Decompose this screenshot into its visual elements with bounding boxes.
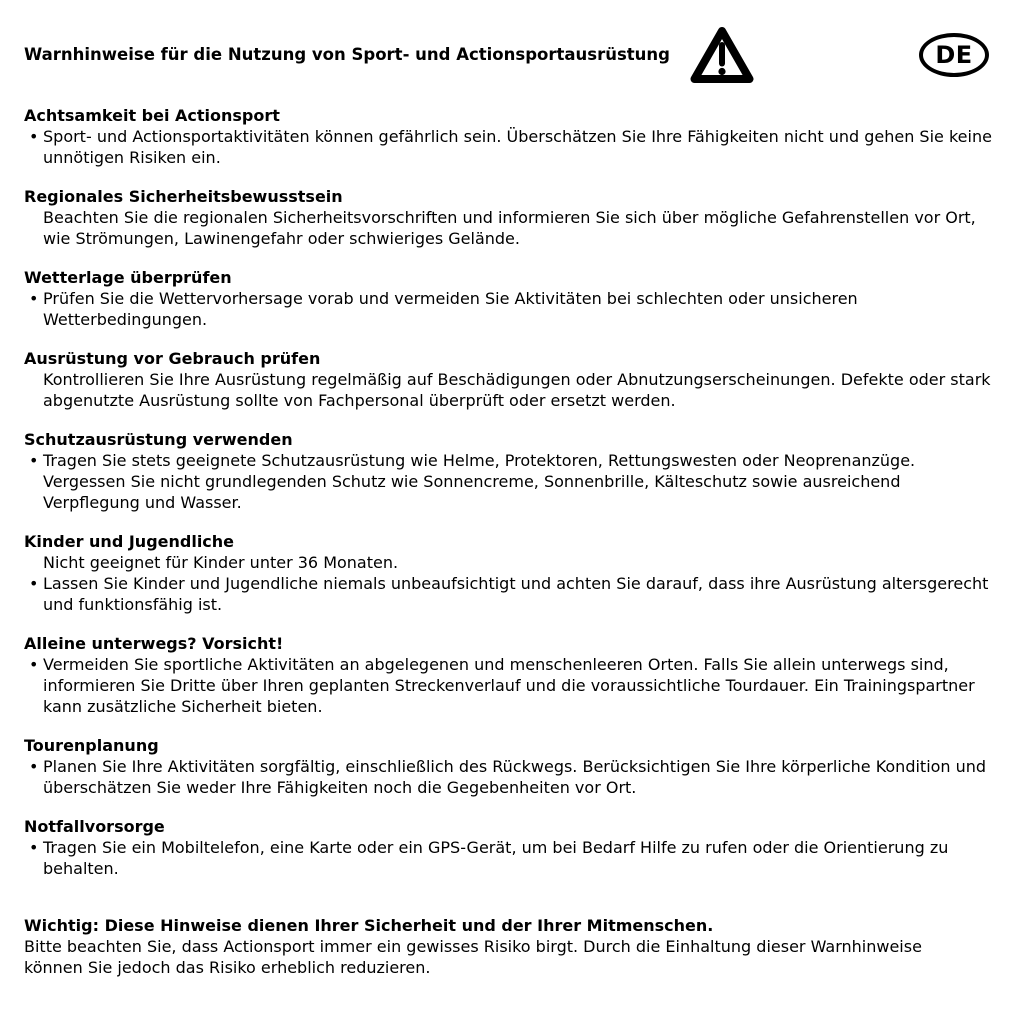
page-title: Warnhinweise für die Nutzung von Sport- und Actionsportausrüstung [24, 45, 670, 64]
footer-heading: Wichtig: Diese Hinweise dienen Ihrer Sicherheit und der Ihrer Mitmenschen. [24, 916, 714, 935]
section [24, 105, 994, 168]
section-heading: Regionales Sicherheitsbewusstsein [24, 187, 343, 206]
section [24, 816, 994, 879]
document-header [24, 0, 994, 105]
section [24, 267, 994, 330]
section-heading: Schutzausrüstung verwenden [24, 430, 293, 449]
section [24, 735, 994, 798]
section [24, 429, 994, 513]
bullet-item: • Lassen Sie Kinder und Jugendliche niemals unbeaufsichtigt und achten Sie darauf, dass ihre Ausrüstung altersgerecht und funktionsfähig ist. [43, 573, 994, 615]
indented-item: Kontrollieren Sie Ihre Ausrüstung regelmäßig auf Beschädigungen oder Abnutzungserscheinungen. Defekte oder stark abgenutzte Ausrüstung sollte von Fachpersonal überprüft oder ersetzt werden. [43, 370, 991, 410]
section [24, 633, 994, 717]
section-items [24, 654, 994, 717]
document-footer [24, 915, 994, 978]
language-badge-label: DE [935, 41, 973, 69]
section-items [24, 837, 994, 879]
section-items [24, 450, 994, 513]
bullet-item: • Tragen Sie stets geeignete Schutzausrüstung wie Helme, Protektoren, Rettungswesten oder Neoprenanzüge. Vergessen Sie nicht grundlegenden Schutz wie Sonnencreme, Sonnenbrille, Kälteschutz sowie ausreichend Verpflegung und Wasser. [43, 450, 994, 513]
bullet-item: • Planen Sie Ihre Aktivitäten sorgfältig, einschließlich des Rückwegs. Berücksichtigen Sie Ihre körperliche Kondition und überschätzen Sie weder Ihre Fähigkeiten noch die Gegebenheiten vor Ort. [43, 756, 994, 798]
indented-item: Beachten Sie die regionalen Sicherheitsvorschriften und informieren Sie sich über mögliche Gefahrenstellen vor Ort, wie Strömungen, Lawinengefahr oder schwieriges Gelände. [43, 208, 976, 248]
section [24, 531, 994, 615]
indented-item: Nicht geeignet für Kinder unter 36 Monaten. [43, 553, 399, 572]
section-heading: Achtsamkeit bei Actionsport [24, 106, 280, 125]
section-heading: Tourenplanung [24, 736, 159, 755]
section-heading: Ausrüstung vor Gebrauch prüfen [24, 349, 321, 368]
section-heading: Wetterlage überprüfen [24, 268, 232, 287]
section [24, 348, 994, 411]
footer-text: Bitte beachten Sie, dass Actionsport immer ein gewisses Risiko birgt. Durch die Einhaltung dieser Warnhinweise können Sie jedoch das Risiko erheblich reduzieren. [24, 937, 922, 977]
section-items [24, 552, 994, 615]
bullet-item: • Sport- und Actionsportaktivitäten können gefährlich sein. Überschätzen Sie Ihre Fähigkeiten nicht und gehen Sie keine unnötigen Risiken ein. [43, 126, 994, 168]
warning-triangle-icon [690, 24, 754, 86]
section-heading: Notfallvorsorge [24, 817, 165, 836]
bullet-item: • Tragen Sie ein Mobiltelefon, eine Karte oder ein GPS-Gerät, um bei Bedarf Hilfe zu rufen oder die Orientierung zu behalten. [43, 837, 994, 879]
bullet-item: • Prüfen Sie die Wettervorhersage vorab und vermeiden Sie Aktivitäten bei schlechten oder unsicheren Wetterbedingungen. [43, 288, 994, 330]
section-items [24, 369, 994, 411]
language-badge [919, 33, 989, 77]
section-heading: Alleine unterwegs? Vorsicht! [24, 634, 284, 653]
section-heading: Kinder und Jugendliche [24, 532, 235, 551]
section-items [24, 288, 994, 330]
section [24, 186, 994, 249]
bullet-item: • Vermeiden Sie sportliche Aktivitäten an abgelegenen und menschenleeren Orten. Falls Sie allein unterwegs sind, informieren Sie Dritte über Ihren geplanten Streckenverlauf und die voraussichtliche Tourdauer. Ein Trainingspartner kann zusätzliche Sicherheit bieten. [43, 654, 994, 717]
section-items [24, 207, 994, 249]
section-items [24, 126, 994, 168]
section-items [24, 756, 994, 798]
sections [24, 105, 994, 879]
